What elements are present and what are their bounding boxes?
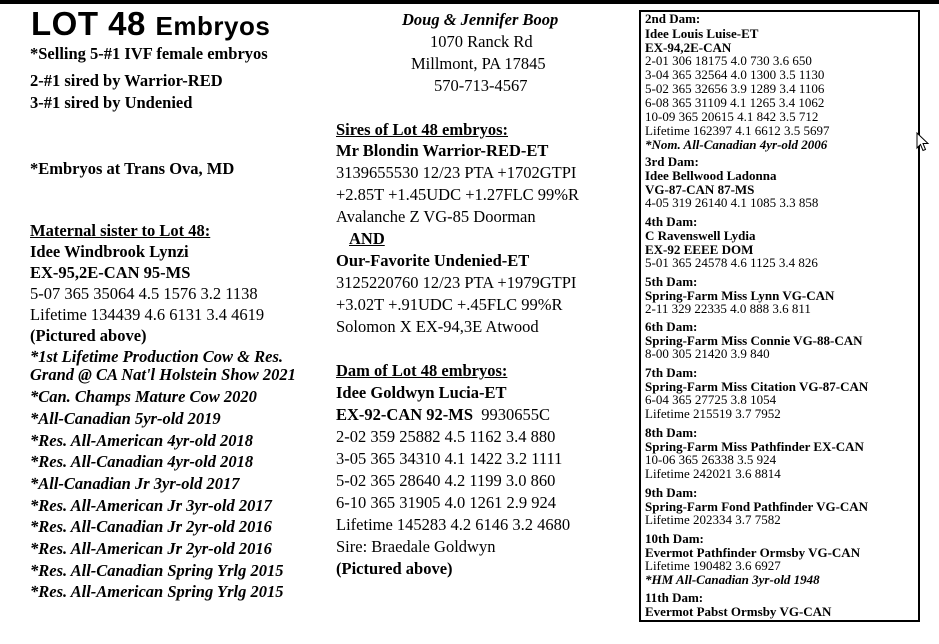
honor-line: *Res. All-American Jr 2yr-old 2016	[30, 539, 272, 558]
honor-line: *Res. All-American Spring Yrlg 2015	[30, 582, 284, 601]
dam2-class: EX-94,2E-CAN	[645, 40, 732, 55]
dam7-lifetime: Lifetime 215519 3.7 7952	[645, 406, 781, 421]
dam8-record: 10-06 365 26338 3.5 924	[645, 452, 777, 467]
honor-line: *1st Lifetime Production Cow & Res.	[30, 347, 284, 366]
embryos-word: Embryos	[155, 11, 271, 41]
honor-line: *Res. All-American 4yr-old 2018	[30, 431, 254, 450]
dam-record: 6-10 365 31905 4.0 1261 2.9 924	[336, 493, 556, 512]
sire1-line-1: 3139655530 12/23 PTA +1702GTPI	[336, 163, 577, 182]
dam10-label: 10th Dam:	[645, 531, 704, 546]
sire1-line-3: Avalanche Z VG-85 Doorman	[336, 207, 536, 226]
dam7-record: 6-04 365 27725 3.8 1054	[645, 392, 777, 407]
dam9-lifetime: Lifetime 202334 3.7 7582	[645, 512, 781, 527]
dam6-record: 8-00 305 21420 3.9 840	[645, 346, 770, 361]
sister-name: Idee Windbrook Lynzi	[30, 242, 189, 261]
dam10-lifetime: Lifetime 190482 3.6 6927	[645, 558, 781, 573]
sire2-line-1: 3125220760 12/23 PTA +1979GTPI	[336, 273, 577, 292]
owner-phone: 570-713-4567	[434, 76, 528, 95]
mouse-pointer-icon	[916, 132, 930, 152]
sired-line-1: 2-#1 sired by Warrior-RED	[30, 71, 223, 90]
dam-heading: Dam of Lot 48 embryos:	[336, 361, 508, 380]
dam11-label: 11th Dam:	[645, 590, 704, 605]
dam3-record: 4-05 319 26140 4.1 1085 3.3 858	[645, 195, 819, 210]
dam2-record: 10-09 365 20615 4.1 842 3.5 712	[645, 109, 819, 124]
dam-classification-line	[336, 405, 550, 425]
dam-name: Idee Goldwyn Lucia-ET	[336, 383, 507, 402]
dam2-record: 6-08 365 31109 4.1 1265 3.4 1062	[645, 95, 825, 110]
sister-heading: Maternal sister to Lot 48:	[30, 221, 211, 240]
dam5-label: 5th Dam:	[645, 274, 698, 289]
dam2-record: 5-02 365 32656 3.9 1289 3.4 1106	[645, 81, 825, 96]
dam8-lifetime: Lifetime 242021 3.6 8814	[645, 466, 781, 481]
dam8-label: 8th Dam:	[645, 425, 698, 440]
dam-record: 3-05 365 34310 4.1 1422 3.2 1111	[336, 449, 563, 468]
sired-line-2: 3-#1 sired by Undenied	[30, 93, 193, 112]
sire1-name: Mr Blondin Warrior-RED-ET	[336, 141, 549, 160]
honor-line: *Res. All-Canadian Spring Yrlg 2015	[30, 561, 284, 580]
page-title	[31, 5, 270, 43]
dam5-name: Spring-Farm Miss Lynn VG-CAN	[645, 288, 835, 303]
dam-record: 5-02 365 28640 4.2 1199 3.0 860	[336, 471, 556, 490]
dam-lifetime: Lifetime 145283 4.2 6146 3.2 4680	[336, 515, 571, 534]
sire2-name: Our-Favorite Undenied-ET	[336, 251, 530, 270]
owner-name: Doug & Jennifer Boop	[402, 10, 559, 29]
dam6-name: Spring-Farm Miss Connie VG-88-CAN	[645, 333, 863, 348]
dam10-name: Evermot Pathfinder Ormsby VG-CAN	[645, 545, 861, 560]
dam7-label: 7th Dam:	[645, 365, 698, 380]
honor-line: *Can. Champs Mature Cow 2020	[30, 387, 257, 406]
dam4-label: 4th Dam:	[645, 214, 698, 229]
embryo-location: *Embryos at Trans Ova, MD	[30, 159, 235, 178]
dam4-name: C Ravenswell Lydia	[645, 228, 756, 243]
honor-line: *Res. All-Canadian 4yr-old 2018	[30, 452, 254, 471]
dam5-record: 2-11 329 22335 4.0 888 3.6 811	[645, 301, 811, 316]
dam3-label: 3rd Dam:	[645, 154, 699, 169]
dam3-name: Idee Bellwood Ladonna	[645, 168, 777, 183]
honor-line: *Res. All-Canadian Jr 2yr-old 2016	[30, 517, 272, 536]
selling-line: *Selling 5-#1 IVF female embryos	[30, 44, 268, 63]
honor-line: *All-Canadian 5yr-old 2019	[30, 409, 221, 428]
dam9-name: Spring-Farm Fond Pathfinder VG-CAN	[645, 499, 869, 514]
dam6-label: 6th Dam:	[645, 319, 698, 334]
dam11-name: Evermot Pabst Ormsby VG-CAN	[645, 604, 832, 619]
owner-city: Millmont, PA 17845	[411, 54, 546, 73]
dam3-class: VG-87-CAN 87-MS	[645, 182, 755, 197]
sire2-line-2: +3.02T +.91UDC +.45FLC 99%R	[336, 295, 563, 314]
dam2-name: Idee Louis Luise-ET	[645, 26, 759, 41]
dam-record: 2-02 359 25882 4.5 1162 3.4 880	[336, 427, 556, 446]
dam4-record: 5-01 365 24578 4.6 1125 3.4 826	[645, 255, 818, 270]
dam10-note: *HM All-Canadian 3yr-old 1948	[645, 572, 820, 587]
dam8-name: Spring-Farm Miss Pathfinder EX-CAN	[645, 439, 864, 454]
dam4-class: EX-92 EEEE DOM	[645, 242, 754, 257]
dam2-record: 2-01 306 18175 4.0 730 3.6 650	[645, 53, 812, 68]
honor-line: Grand @ CA Nat'l Holstein Show 2021	[30, 365, 296, 384]
honor-line: *All-Canadian Jr 3yr-old 2017	[30, 474, 240, 493]
dam-pictured: (Pictured above)	[336, 559, 453, 578]
sister-pictured: (Pictured above)	[30, 326, 147, 345]
sire1-line-2: +2.85T +1.45UDC +1.27FLC 99%R	[336, 185, 580, 204]
sister-lifetime: Lifetime 134439 4.6 6131 3.4 4619	[30, 305, 265, 324]
owner-street: 1070 Ranck Rd	[430, 32, 533, 51]
sire2-line-3: Solomon X EX-94,3E Atwood	[336, 317, 539, 336]
honor-line: *Res. All-American Jr 3yr-old 2017	[30, 496, 272, 515]
dam2-note: *Nom. All-Canadian 4yr-old 2006	[645, 137, 828, 152]
dam9-label: 9th Dam:	[645, 485, 698, 500]
dam7-name: Spring-Farm Miss Citation VG-87-CAN	[645, 379, 869, 394]
sires-heading: Sires of Lot 48 embryos:	[336, 120, 509, 139]
dam-classification: EX-92-CAN 92-MS	[336, 405, 474, 424]
dam2-lifetime: Lifetime 162397 4.1 6612 3.5 5697	[645, 123, 830, 138]
dam2-label: 2nd Dam:	[645, 11, 701, 26]
sister-classification: EX-95,2E-CAN 95-MS	[30, 263, 191, 282]
top-rule	[0, 0, 939, 4]
dam-registration: 9930655C	[481, 405, 551, 424]
and-divider: AND	[349, 229, 385, 248]
lot-number: LOT 48	[31, 5, 146, 42]
sister-record: 5-07 365 35064 4.5 1576 3.2 1138	[30, 284, 258, 303]
dam-sire: Sire: Braedale Goldwyn	[336, 537, 496, 556]
dam2-record: 3-04 365 32564 4.0 1300 3.5 1130	[645, 67, 825, 82]
